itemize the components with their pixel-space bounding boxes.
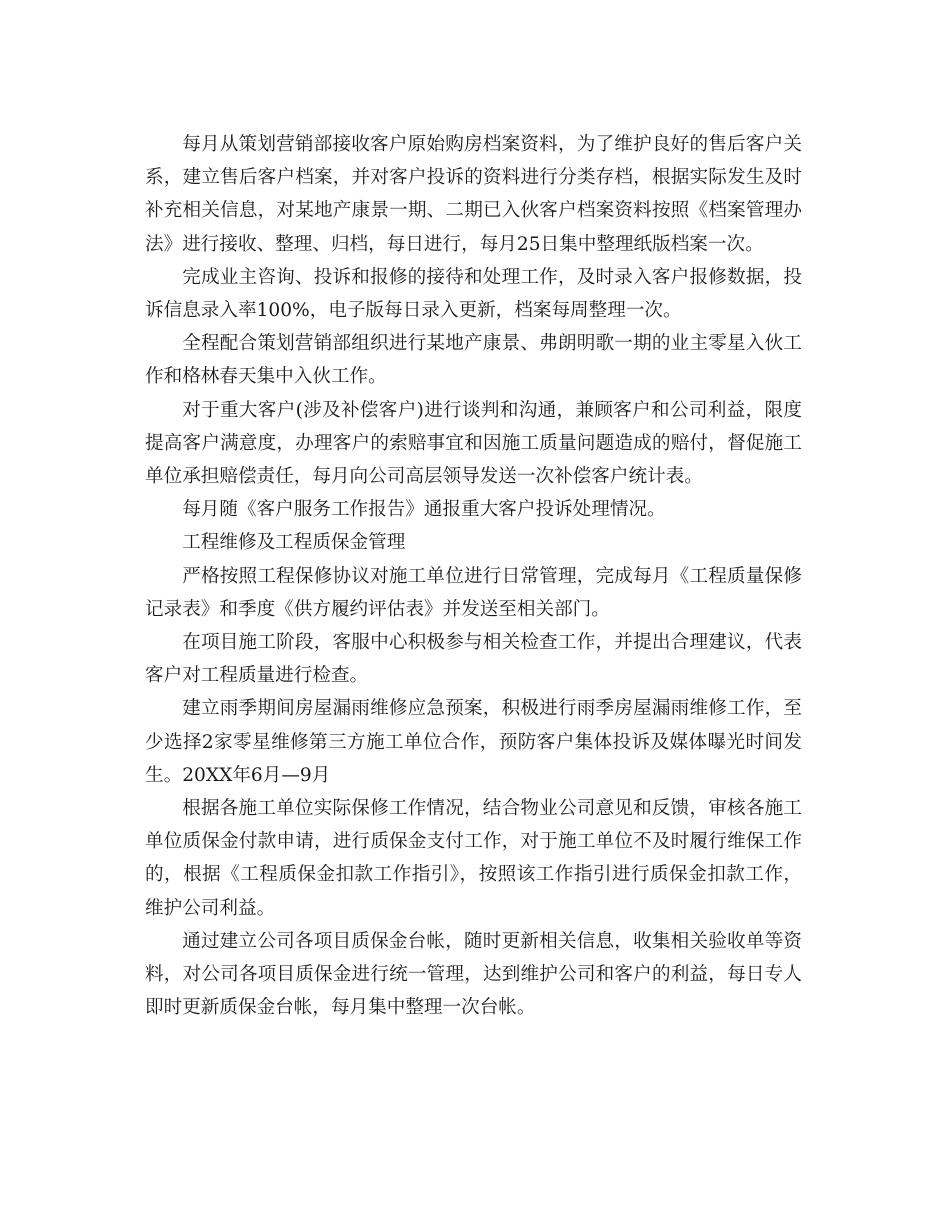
paragraph-rainy-season-plan: 建立雨季期间房屋漏雨维修应急预案，积极进行雨季房屋漏雨维修工作，至少选择2家零星维修第三方施工单位合作，预防客户集体投诉及媒体曝光时间发生。20XX年6月—9月 [145, 698, 802, 786]
paragraph-deposit-payment: 根据各施工单位实际保修工作情况，结合物业公司意见和反馈，审核各施工单位质保金付款申请，进行质保金支付工作，对于施工单位不及时履行维保工作的，根据《工程质保金扣款工作指引》，按照该工作指引进行质保金扣款工作，维护公司利益。 [145, 798, 802, 919]
paragraph-major-clients: 对于重大客户(涉及补偿客户)进行谈判和沟通，兼顾客户和公司利益，限度提高客户满意度，办理客户的索赔事宜和因施工质量问题造成的赔付，督促施工单位承担赔偿责任，每月向公司高层领导发送一次补偿客户统计表。 [145, 399, 802, 488]
paragraph-move-in-support: 全程配合策划营销部组织进行某地产康景、弗朗明歌一期的业主零星入伙工作和格林春天集中入伙工作。 [145, 333, 802, 388]
document-body [145, 128, 802, 1024]
paragraph-monthly-report: 每月随《客户服务工作报告》通报重大客户投诉处理情况。 [182, 499, 666, 521]
paragraph-warranty-management: 严格按照工程保修协议对施工单位进行日常管理，完成每月《工程质量保修记录表》和季度《供方履约评估表》并发送至相关部门。 [145, 565, 802, 620]
paragraph-consultation-handling: 完成业主咨询、投诉和报修的接待和处理工作，及时录入客户报修数据，投诉信息录入率100%，电子版每日录入更新，档案每周整理一次。 [145, 266, 802, 322]
paragraph-construction-inspection: 在项目施工阶段，客服中心积极参与相关检查工作，并提出合理建议，代表客户对工程质量进行检查。 [145, 632, 802, 687]
paragraph-archive-management: 每月从策划营销部接收客户原始购房档案资料，为了维护良好的售后客户关系，建立售后客户档案，并对客户投诉的资料进行分类存档，根据实际发生及时补充相关信息，对某地产康景一期、二期已入伙客户档案资料按照《档案管理办法》进行接收、整理、归档，每日进行，每月25日集中整理纸版档案一次。 [145, 134, 802, 255]
paragraph-deposit-ledger: 通过建立公司各项目质保金台帐，随时更新相关信息，收集相关验收单等资料，对公司各项目质保金进行统一管理，达到维护公司和客户的利益，每日专人即时更新质保金台帐，每月集中整理一次台帐。 [145, 930, 802, 1019]
section-heading-maintenance: 工程维修及工程质保金管理 [182, 532, 406, 554]
